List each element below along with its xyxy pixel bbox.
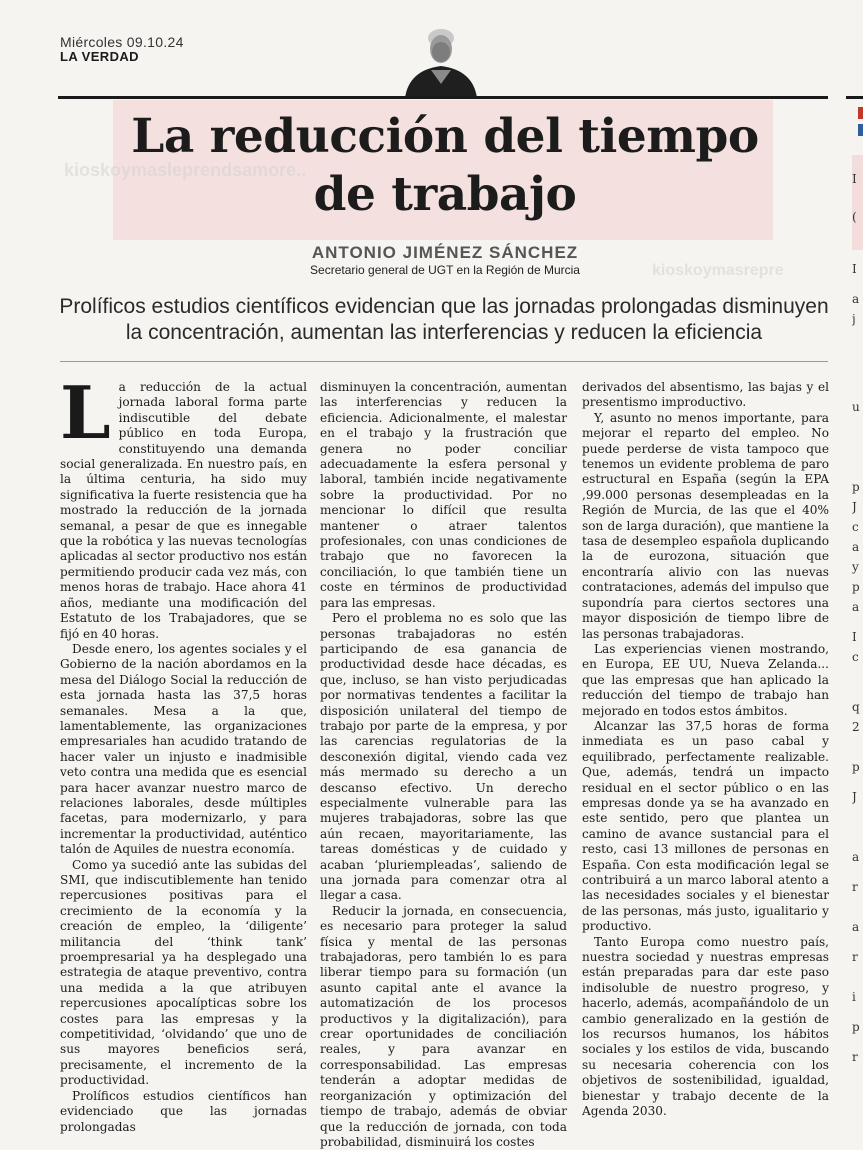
body-column-1 <box>60 370 307 1135</box>
adjacent-page-fragment: a <box>852 540 860 554</box>
adjacent-page-fragment: r <box>852 950 858 964</box>
newspaper-name: LA VERDAD <box>60 49 139 64</box>
adjacent-page-rule <box>846 96 863 99</box>
drop-cap: L <box>60 370 111 455</box>
watermark: kioskoymasleprendsamore.. <box>64 160 307 180</box>
paragraph <box>60 370 307 642</box>
adjacent-page-fragment: p <box>852 1020 860 1034</box>
paragraph: Reducir la jornada, en consecuencia, es necesario para proteger la salud física y mental de las personas trabajadoras, pero también lo es para liberar tiempo para su formación (un asunto capital ante el avance la automatización de los procesos productivos y la digitalización), para crear oportunidades de conciliación reales, y para avanzar en corresponsabilidad. Las empresas tenderán a adoptar medidas de reorganización y optimización del tiempo de trabajo, además de obviar que la reducción de jornada, con toda probabilidad, disminuirá los costes <box>320 903 567 1149</box>
author-photo <box>395 24 487 98</box>
header-rule <box>58 96 828 99</box>
adjacent-page-fragment: p <box>852 480 860 494</box>
lead-divider <box>60 361 828 362</box>
paragraph: disminuyen la concentración, aumentan las interferencias y reducen la eficiencia. Adicionalmente, el malestar en el trabajo y la frustración que genera no poder conciliar adecuadamente la esfera personal y laboral, también incide negativamente sobre la productividad. Por no mencionar lo difícil que resulta mantener o atraer talentos profesionales, con unas condiciones de trabajo que no favorecen la conciliación, lo que también tiene un coste en términos de productividad para las empresas. <box>320 380 567 610</box>
paragraph-text: a reducción de la actual jornada laboral forma parte indiscutible del debate público en toda Europa, constituyendo una demanda social generalizada. En nuestro país, en la última centuria, ha sido muy significativa la fuerte resistencia que ha mostrado la reducción de la jornada semanal, a pesar de que es innegable que la robótica y las nuevas tecnologías aplicadas al sector productivo nos están permitiendo producir cada vez más, con menos horas de trabajo. Hace ahora 41 años, mediante una modificación del Estatuto de los Trabajadores, que se fijó en 40 horas. <box>60 380 307 641</box>
title-line-2: de trabajo <box>313 167 577 222</box>
adjacent-page-fragment: 2 <box>852 720 860 734</box>
paragraph: Alcanzar las 37,5 horas de forma inmediata es un paso cabal y equilibrado, perfectamente realizable. Que, además, tendrá un impacto residual en el sector público o en las empresas donde ya se ha avanzado en este sentido, pero que plantea un camino de avance sustancial para el resto, casi 13 millones de personas en España. Con esta modificación legal se contribuirá a un marco laboral atento a las necesidades sociales y el bienestar de las personas, más justo, igualitario y productivo. <box>582 718 829 934</box>
author-name: ANTONIO JIMÉNEZ SÁNCHEZ <box>311 243 579 262</box>
adjacent-page-fragment: y <box>852 560 859 574</box>
adjacent-page-fragment: J <box>852 790 857 804</box>
adjacent-page-fragment: J <box>852 500 857 514</box>
article-title <box>60 108 830 224</box>
adjacent-page-red-mark <box>858 107 863 119</box>
paragraph: derivados del absentismo, las bajas y el presentismo improductivo. <box>582 380 829 410</box>
adjacent-page-blue-mark <box>858 124 863 136</box>
paragraph: Pero el problema no es solo que las personas trabajadoras no estén participando de esa ganancia de productividad desde hace décadas, es que, incluso, se han visto perjudicadas por normativas tendentes a facilitar la disposición unilateral del tiempo de trabajo por parte de la empresa, y por las carencias regulatorias de la desconexión digital, viendo cada vez más mermado su derecho a un descanso efectivo. Un derecho especialmente vulnerable para las mujeres trabajadoras, sobre las que aún recaen, mayoritariamente, las tareas domésticas y de cuidado y acaban ‘pluriempleadas’, saliendo de una jornada para comenzar otra al llegar a casa. <box>320 611 567 903</box>
paragraph: Y, asunto no menos importante, para mejorar el reparto del empleo. No puede perderse de vista tampoco que tenemos un evidente problema de paro estructural en España (según la EPA ,99.000 personas desempleadas en la Región de Murcia, de las que el 40% son de larga duración), que mantiene la tasa de desempleo española duplicando la de eurozona, situación que encontraría alivio con las nuevas contrataciones, además del impulso que supondría para ciertos sectores una mayor disposición de tiempo libre de las personas trabajadoras. <box>582 410 829 641</box>
adjacent-page-fragment: ( <box>852 210 857 224</box>
adjacent-page-fragment: I <box>852 172 857 186</box>
adjacent-page-fragment: a <box>852 292 860 306</box>
adjacent-page-fragment: c <box>852 650 859 664</box>
adjacent-page-fragment: I <box>852 262 857 276</box>
paragraph: Las experiencias vienen mostrando, en Europa, EE UU, Nueva Zelanda... que las empresas que han aplicado la reducción del tiempo de trabajo han mejorado en todos estos ámbitos. <box>582 641 829 718</box>
adjacent-page-pink-band <box>852 155 863 250</box>
paragraph: Prolíficos estudios científicos han evidenciado que las jornadas prolongadas <box>60 1088 307 1134</box>
adjacent-page-fragment: q <box>852 700 860 714</box>
watermark: kioskoymasrepre <box>652 262 784 279</box>
adjacent-page-fragment: r <box>852 880 858 894</box>
adjacent-page-fragment: p <box>852 760 860 774</box>
adjacent-page-fragment: a <box>852 920 860 934</box>
publication-date: Miércoles 09.10.24 <box>60 34 184 50</box>
paragraph: Tanto Europa como nuestro país, nuestra sociedad y nuestras empresas están preparadas para dar este paso indisoluble de nuestro progreso, y hacerlo, además, acompañándolo de un cambio generalizado en la gestión de los recursos humanos, los hábitos sociales y los estilos de vida, buscando su necesaria coherencia con los objetivos de sostenibilidad, igualdad, bienestar y trabajo decente de la Agenda 2030. <box>582 934 829 1119</box>
adjacent-page-fragment: u <box>852 400 860 414</box>
body-column-2 <box>320 380 567 1150</box>
adjacent-page-fragment: I <box>852 630 857 644</box>
paragraph: Como ya sucedió ante las subidas del SMI, que indiscutiblemente han tenido repercusiones positivas para el crecimiento de la economía y la creación de empleo, la ‘diligente’ militancia del ‘think tank’ proempresarial ya ha desplegado una estrategia de ataque preventivo, contra una medida a la que atribuyen repercusiones apocalípticas sobre los costes para las empresas y la competitividad, ‘olvidando’ que uno de sus mayores beneficios será, precisamente, el incremento de la productividad. <box>60 857 307 1088</box>
adjacent-page-fragment: p <box>852 580 860 594</box>
adjacent-page-fragment: i <box>852 990 856 1004</box>
adjacent-page-fragment: j <box>852 312 856 326</box>
adjacent-page-fragment: a <box>852 600 860 614</box>
title-line-1: La reducción del tiempo <box>131 109 759 164</box>
adjacent-page-fragment: a <box>852 850 860 864</box>
body-column-3 <box>582 380 829 1120</box>
paragraph: Desde enero, los agentes sociales y el Gobierno de la nación abordamos en la mesa del Diálogo Social la reducción de esta jornada hasta las 37,5 horas semanales. Mesa a la que, lamentablemente, las organizaciones empresariales han acudido tratando de hacer valer un injusto e inadmisible veto contra una medida que es esencial para hacer avanzar nuestro marco de relaciones laborales, desde múltiples facetas, para modernizarlo, y para incrementar la productividad, auténtico talón de Aquiles de nuestra economía. <box>60 641 307 857</box>
adjacent-page-fragment: r <box>852 1050 858 1064</box>
article-lead: Prolíficos estudios científicos evidencian que las jornadas prolongadas disminuyen la concentración, aumentan las interferencias y reducen la eficiencia <box>59 295 829 344</box>
adjacent-page-fragment: c <box>852 520 859 534</box>
author-role: Secretario general de UGT en la Región de Murcia <box>310 263 580 277</box>
